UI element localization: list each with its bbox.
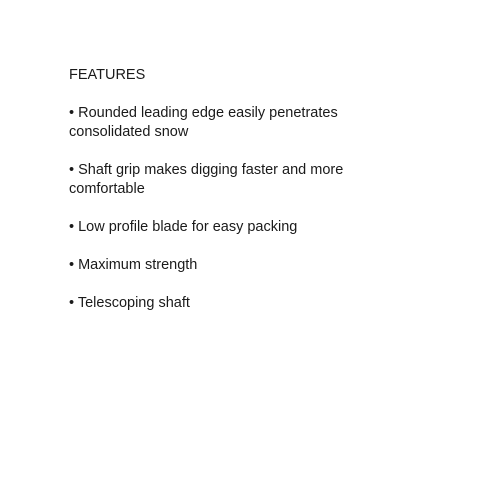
features-section [69, 66, 389, 313]
feature-item-telescoping-shaft: • Telescoping shaft [69, 295, 190, 311]
features-list [69, 104, 389, 313]
feature-item-leading-edge: • Rounded leading edge easily penetrates consolidated snow [69, 105, 338, 140]
feature-item-low-profile-blade: • Low profile blade for easy packing [69, 219, 298, 235]
feature-item-shaft-grip: • Shaft grip makes digging faster and more comfortable [69, 162, 344, 197]
features-heading: FEATURES [69, 67, 146, 83]
feature-item-maximum-strength: • Maximum strength [69, 257, 198, 273]
